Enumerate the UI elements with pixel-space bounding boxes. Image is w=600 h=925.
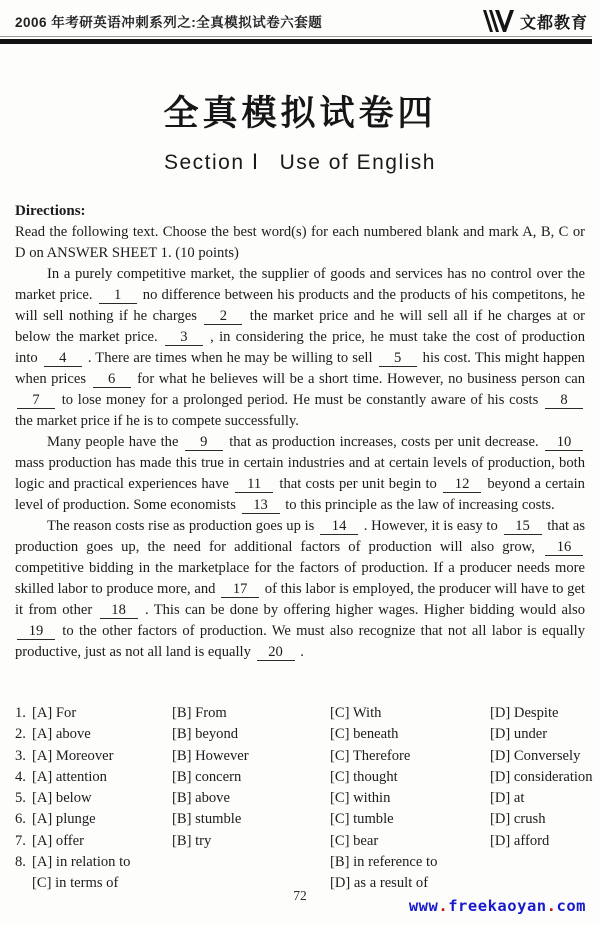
blank-4: 4 [44,350,82,367]
page-header [15,8,588,34]
option-a: [A] offer [32,832,84,849]
option-c: [C] within [330,790,391,807]
option-a: [A] For [32,705,77,721]
option-row-number: 4. [15,768,26,785]
option-row-number: 6. [15,811,26,828]
option-c: [C] bear [330,832,379,849]
option-a: [A] in relation to [32,854,131,871]
option-row [15,788,595,809]
directions-label: Directions: [15,203,86,219]
option-row [15,724,595,745]
options-list [15,703,595,895]
option-row-number: 5. [15,790,26,807]
blank-9: 9 [185,434,223,451]
url-dot: . [546,897,557,915]
option-d: [D] under [490,726,548,743]
option-a: [A] Moreover [32,747,114,764]
blank-5: 5 [379,350,417,367]
passage [15,264,585,663]
option-row-number: 3. [15,747,26,764]
blank-2: 2 [204,308,242,325]
blank-10: 10 [545,434,583,451]
option-a: [A] above [32,726,91,743]
blank-8: 8 [545,392,583,409]
directions-text: Read the following text. Choose the best word(s) for each numbered blank and mark A, B, C or D on ANSWER SHEET 1. (10 points) [15,224,585,261]
option-row [15,703,595,724]
brand-name: 文都教育 [519,14,588,32]
series-title: 2006 年考研英语冲刺系列之:全真模拟试卷六套题 [15,15,323,30]
option-b: [B] stumble [172,811,242,828]
blank-16: 16 [545,539,583,556]
divider-thick-line [0,39,592,44]
blank-1: 1 [99,287,137,304]
watermark-url: www.freekaoyan.com [408,897,586,915]
main-content [15,201,585,663]
section-heading-right: Use of English [279,151,436,174]
option-d: [D] consideration [490,768,593,785]
option-b: [B] try [172,832,212,849]
blank-18: 18 [100,602,138,619]
option-c: [C] thought [330,768,398,785]
option-d: [D] as a result of [330,875,429,892]
option-c: [C] beneath [330,726,399,743]
option-b: [B] From [172,705,227,721]
option-a: [A] plunge [32,811,96,828]
blank-17: 17 [221,581,259,598]
blank-14: 14 [320,518,358,535]
wendu-w-logo-icon [481,10,515,32]
option-b: [B] above [172,790,230,807]
blank-12: 12 [443,476,481,493]
option-row-number: 1. [15,705,26,721]
option-row [15,831,595,852]
option-d: [D] crush [490,811,546,828]
option-a: [A] below [32,790,92,807]
blank-15: 15 [504,518,542,535]
option-a: [A] attention [32,768,107,785]
blank-19: 19 [17,623,55,640]
blank-3: 3 [165,329,203,346]
passage-paragraph: Many people have the 9 that as production increases, costs per unit decrease. 10 mass production has made this true in certain industries and at certain levels of production, both logic and practical experiences have 11 that costs per unit begin to 12 beyond a certain level of production. Some economists 13 to this principle as the law of increasing costs. [15,434,585,513]
option-d: [D] Conversely [490,747,581,764]
header-divider [0,36,592,44]
option-d: [D] afford [490,832,550,849]
url-dot: . [438,897,449,915]
option-b: [B] concern [172,768,242,785]
blank-13: 13 [242,497,280,514]
passage-paragraph: In a purely competitive market, the supplier of goods and services has no control over the market price. 1 no difference between his products and the products of his competitons, he will sell nothing if he charges 2 the market price and he will sell all if he charges at or below the market price. 3 , in considering the price, he must take the cost of production into 4 . There are times when he may be willing to sell 5 his cost. This might happen when prices 6 for what he believes will be a short time. However, no business person can 7 to lose money for a prolonged period. He must be constantly aware of his costs 8 the market price if he is to compete successfully. [15,266,586,429]
blank-20: 20 [257,644,295,661]
option-d: [D] at [490,790,525,807]
option-row-number: 7. [15,832,26,849]
section-heading-left: Section Ⅰ [164,151,260,174]
option-c: [C] Therefore [330,747,411,764]
page-title: 全真模拟试卷四 [163,94,437,133]
option-b: [B] beyond [172,726,239,743]
option-d: [D] Despite [490,705,559,721]
option-row [15,767,595,788]
option-c: [C] in terms of [32,875,119,892]
option-row-number: 8. [15,854,26,871]
divider-thin-line [0,36,592,37]
section-heading [0,150,600,175]
brand-block [481,10,588,33]
option-c: [C] With [330,705,382,721]
passage-paragraph: The reason costs rise as production goes up is 14 . However, it is easy to 15 that as production goes up, the need for additional factors of production will also grow, 16 competitive bidding in the marketplace for the factors of production. If a producer needs more skilled labor to produce more, and 17 of this labor is employed, the producer will have to get it from other 18 . This can be done by offering higher wages. Higher bidding would also 19 to the other factors of production. We must also recognize that not all labor is equally productive, just as not all land is equally 20 . [15,518,585,660]
blank-7: 7 [17,392,55,409]
option-b: [B] in reference to [330,854,438,871]
blank-11: 11 [235,476,273,493]
option-row [15,809,595,830]
option-c: [C] tumble [330,811,394,828]
option-row [15,852,595,873]
page-number: 72 [293,888,307,903]
option-row [15,746,595,767]
option-row-number: 2. [15,726,26,743]
blank-6: 6 [93,371,131,388]
option-b: [B] However [172,747,249,764]
